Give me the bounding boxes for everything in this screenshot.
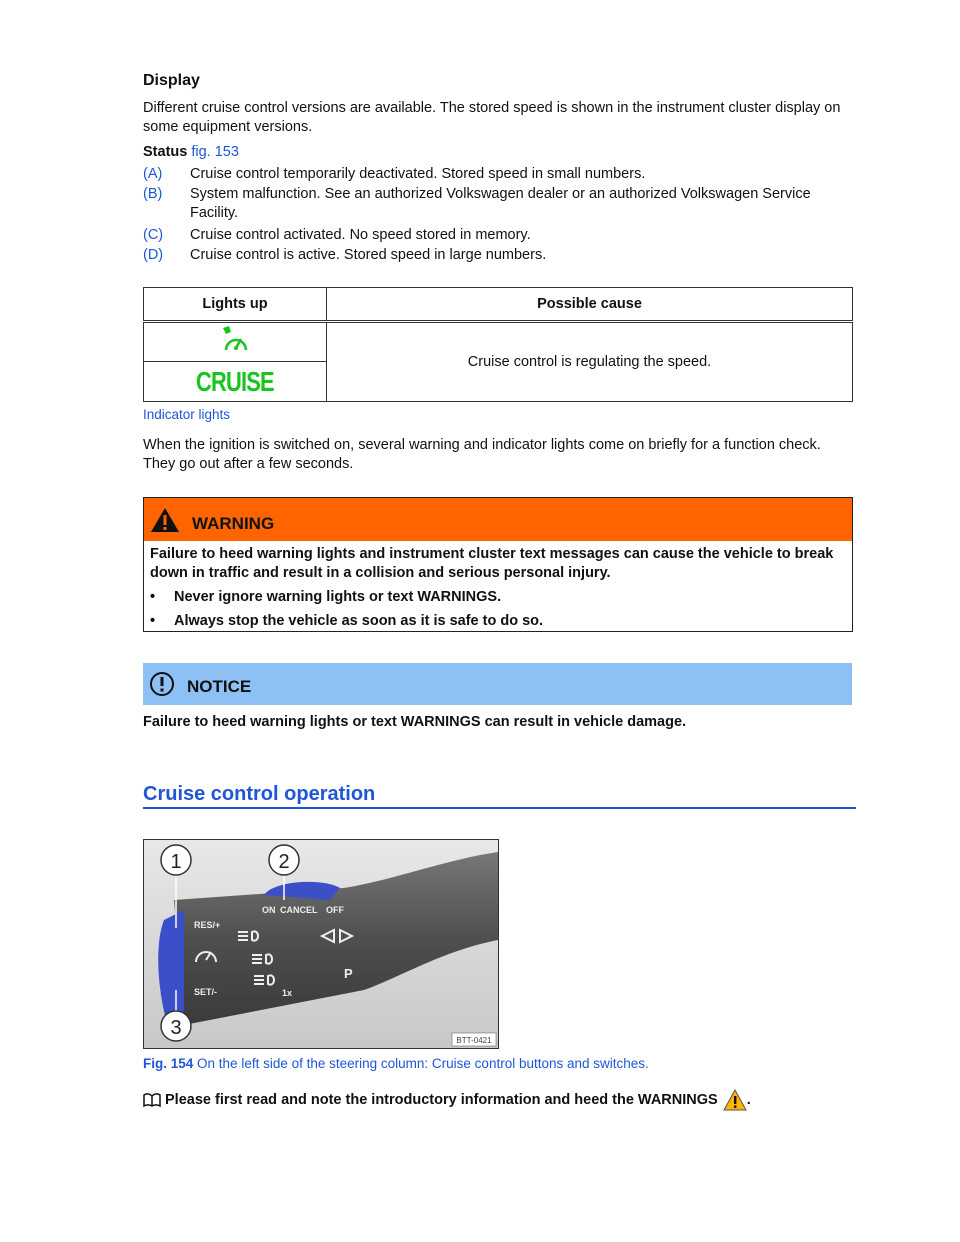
warning-box: [143, 497, 853, 632]
notice-text: Failure to heed warning lights or text WARNINGS can result in vehicle damage.: [143, 714, 687, 730]
list-item: [143, 185, 843, 223]
table-header-possible-cause: Possible cause: [327, 288, 853, 322]
indicator-table: [143, 287, 853, 402]
read-first-text: Please first read and note the introductory information and heed the WARNINGS: [165, 1092, 718, 1108]
list-item-label[interactable]: (C): [143, 227, 164, 243]
callout-2: [269, 845, 299, 875]
notice-header: [143, 663, 852, 705]
callout-3: [161, 1011, 191, 1041]
list-item-text: Cruise control is active. Stored speed in large numbers.: [190, 247, 547, 263]
read-first-line: [143, 1089, 751, 1111]
warning-body: [144, 541, 852, 635]
warning-bullet-text: Never ignore warning lights or text WARNINGS.: [174, 589, 502, 605]
list-item-label[interactable]: (B): [143, 186, 163, 202]
cruise-indicator-label: CRUISE: [196, 365, 274, 397]
status-label: Status: [143, 144, 188, 160]
ignition-paragraph: When the ignition is switched on, several warning and indicator lights come on briefly for a function check. They go out after a few seconds.: [143, 437, 821, 472]
display-heading: Display: [143, 72, 200, 89]
figure-caption-text: On the left side of the steering column: Cruise control buttons and switches.: [197, 1056, 649, 1071]
table-cell-icon: [144, 322, 327, 362]
list-item: [143, 246, 843, 265]
list-item: [143, 226, 843, 245]
steering-stalk-illustration: [144, 840, 498, 1048]
list-item-label[interactable]: (A): [143, 166, 163, 182]
switch-label-on: ON: [262, 905, 276, 915]
table-header-lights-up: Lights up: [144, 288, 327, 322]
bullet-dot: •: [150, 589, 156, 605]
parking-light-label: P: [344, 966, 353, 981]
list-item-text: Cruise control activated. No speed stored in memory.: [190, 227, 531, 243]
warning-bullet: [150, 588, 846, 607]
svg-text:2: 2: [278, 851, 290, 873]
bullet-dot: •: [150, 613, 156, 629]
table-caption: Indicator lights: [143, 407, 231, 422]
svg-text:3: 3: [170, 1017, 182, 1039]
svg-text:1: 1: [170, 851, 182, 873]
read-first-period: .: [746, 1092, 751, 1108]
cruise-control-icon: [215, 324, 255, 356]
warning-header: [144, 498, 852, 541]
switch-label-set: SET/-: [194, 987, 218, 997]
figure-caption: [143, 1056, 649, 1071]
section-divider: [143, 807, 856, 809]
switch-label-off: OFF: [326, 905, 344, 915]
table-cell-cause: Cruise control is regulating the speed.: [327, 322, 853, 402]
list-item: [143, 165, 843, 184]
notice-exclamation-icon: [149, 671, 175, 697]
warning-bullet: [150, 612, 846, 631]
figure-steering-stalk: [143, 839, 499, 1049]
warning-triangle-icon: [150, 507, 180, 533]
notice-title: NOTICE: [187, 677, 252, 696]
section-title: Cruise control operation: [143, 783, 376, 805]
callout-1: [161, 845, 191, 875]
book-icon: [143, 1093, 161, 1107]
warning-text: Failure to heed warning lights and instrument cluster text messages can cause the vehicle to break down in traffic and result in a collision and serious personal injury.: [150, 546, 834, 581]
list-item-text: System malfunction. See an authorized Volkswagen dealer or an authorized Volkswagen Service Facility.: [190, 186, 811, 221]
flash-count-label: 1x: [282, 988, 293, 998]
figure-code: BTT-0421: [456, 1036, 492, 1045]
warning-triangle-icon[interactable]: [723, 1089, 747, 1111]
status-line: [143, 144, 239, 160]
warning-title: WARNING: [192, 513, 275, 533]
list-item-label[interactable]: (D): [143, 247, 164, 263]
figure-label: Fig. 154: [143, 1056, 194, 1071]
switch-label-res: RES/+: [194, 920, 221, 930]
display-intro: Different cruise control versions are available. The stored speed is shown in the instrument cluster display on some equipment versions.: [143, 100, 841, 135]
switch-label-cancel: CANCEL: [280, 905, 318, 915]
status-fig-link[interactable]: fig. 153: [191, 144, 239, 160]
table-cell-cruise: [144, 362, 327, 402]
list-item-text: Cruise control temporarily deactivated. Stored speed in small numbers.: [190, 166, 646, 182]
warning-bullet-text: Always stop the vehicle as soon as it is safe to do so.: [174, 613, 544, 629]
